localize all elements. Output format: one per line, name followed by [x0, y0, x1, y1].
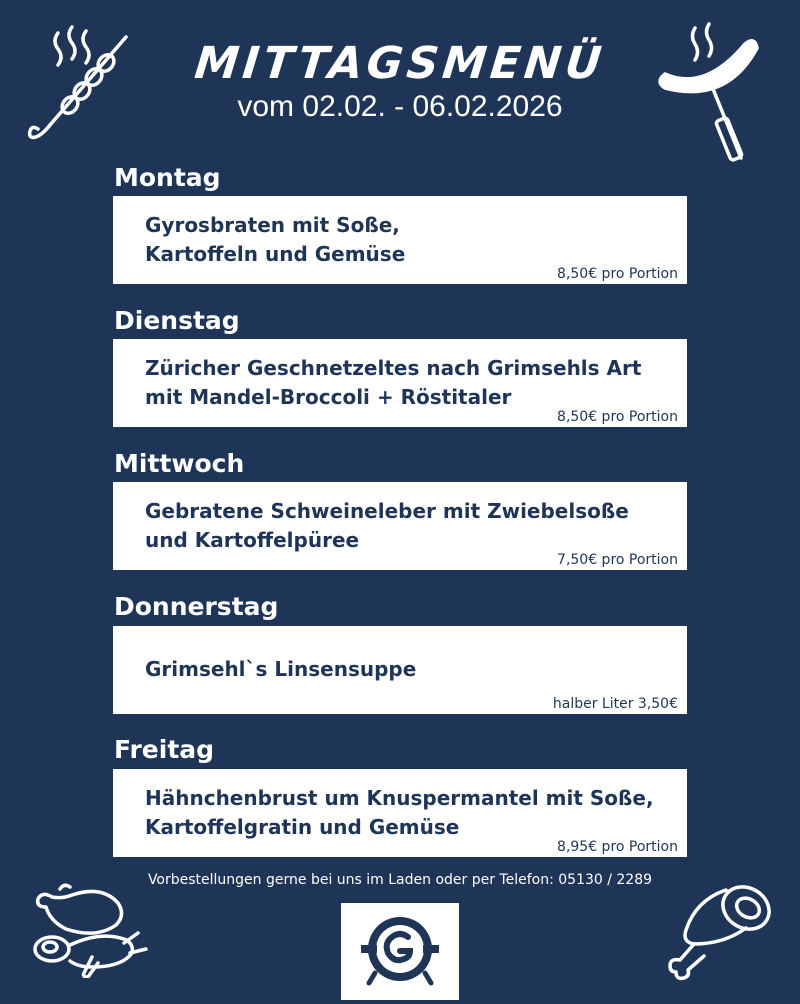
price-friday: 8,95€ pro Portion — [557, 839, 678, 855]
menu-card-monday — [113, 196, 687, 284]
menu-card-wednesday — [113, 482, 687, 570]
dish-line: mit Mandel-Broccoli + Röstitaler — [145, 385, 512, 409]
dish-wednesday — [145, 497, 667, 555]
day-label-tuesday: Dienstag — [114, 306, 240, 335]
menu-card-friday — [113, 769, 687, 857]
preorder-note: Vorbestellungen gerne bei uns im Laden oder per Telefon: 05130 / 2289 — [147, 872, 653, 888]
dish-line: Kartoffelgratin und Gemüse — [145, 815, 460, 839]
dish-friday — [145, 784, 667, 842]
menu-card-thursday — [113, 626, 687, 714]
day-label-wednesday: Mittwoch — [114, 449, 245, 478]
dish-monday — [145, 211, 667, 269]
dish-line: Grimsehl`s Linsensuppe — [145, 657, 417, 681]
dish-line: Hähnchenbrust um Knuspermantel mit Soße, — [145, 786, 654, 810]
dish-tuesday — [145, 354, 667, 412]
price-tuesday: 8,50€ pro Portion — [557, 409, 678, 425]
day-label-monday: Montag — [114, 163, 221, 192]
logo-box — [341, 903, 459, 1000]
day-label-friday: Freitag — [114, 735, 215, 764]
grimsehl-logo-icon — [341, 903, 459, 1000]
menu-date-range: vom 02.02. - 06.02.2026 — [237, 90, 563, 123]
day-label-thursday: Donnerstag — [114, 592, 279, 621]
price-thursday: halber Liter 3,50€ — [552, 696, 678, 712]
dish-line: Kartoffeln und Gemüse — [145, 242, 406, 266]
price-wednesday: 7,50€ pro Portion — [557, 552, 678, 568]
dish-line: und Kartoffelpüree — [145, 528, 360, 552]
menu-title: MITTAGSMENÜ — [192, 38, 608, 89]
poultry-meat-icon — [30, 883, 155, 978]
price-monday: 8,50€ pro Portion — [557, 266, 678, 282]
dish-line: Gyrosbraten mit Soße, — [145, 213, 400, 237]
dish-thursday — [145, 655, 667, 684]
dish-line: Gebratene Schweineleber mit Zwiebelsoße — [145, 499, 629, 523]
dish-line: Züricher Geschnetzeltes nach Grimsehls Art — [145, 356, 642, 380]
menu-card-tuesday — [113, 339, 687, 427]
ham-leg-icon — [668, 878, 780, 983]
